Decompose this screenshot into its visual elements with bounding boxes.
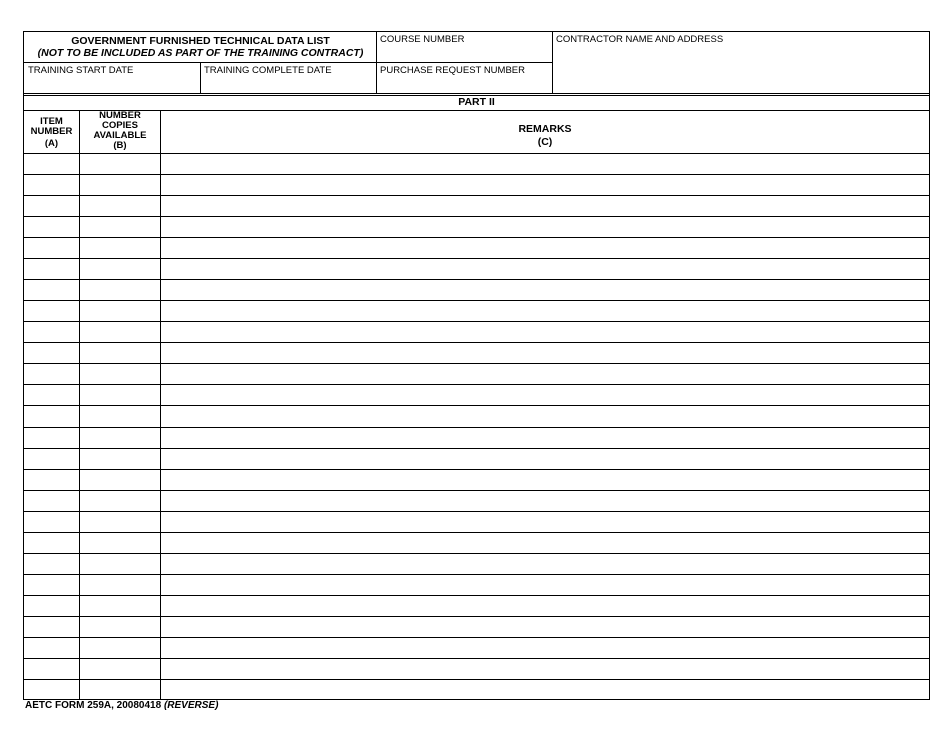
copies-available-cell[interactable]	[80, 638, 160, 658]
item-number-cell[interactable]	[24, 406, 79, 426]
copies-available-cell[interactable]	[80, 491, 160, 511]
copies-available-cell[interactable]	[80, 470, 160, 490]
copies-available-cell[interactable]	[80, 617, 160, 637]
item-number-cell[interactable]	[24, 238, 79, 258]
part-title: PART II	[458, 96, 495, 108]
form-title: GOVERNMENT FURNISHED TECHNICAL DATA LIST	[71, 35, 330, 47]
item-number-cell[interactable]	[24, 680, 79, 700]
divider	[24, 93, 929, 94]
table-row	[24, 427, 929, 448]
form-border	[23, 31, 930, 700]
table-row	[24, 342, 929, 363]
table-row	[24, 174, 929, 195]
item-number-header-line: ITEM	[40, 116, 63, 127]
item-number-cell[interactable]	[24, 280, 79, 300]
item-number-cell[interactable]	[24, 364, 79, 384]
remarks-cell[interactable]	[161, 491, 929, 511]
table-row	[24, 511, 929, 532]
item-number-cell[interactable]	[24, 154, 79, 174]
remarks-cell[interactable]	[161, 680, 929, 700]
remarks-cell[interactable]	[161, 512, 929, 532]
copies-available-cell[interactable]	[80, 280, 160, 300]
remarks-cell[interactable]	[161, 343, 929, 363]
table-row	[24, 616, 929, 637]
item-number-cell[interactable]	[24, 385, 79, 405]
copies-available-cell[interactable]	[80, 512, 160, 532]
remarks-cell[interactable]	[161, 533, 929, 553]
item-number-cell[interactable]	[24, 512, 79, 532]
table-row	[24, 321, 929, 342]
copies-available-cell[interactable]	[80, 238, 160, 258]
training-complete-date-field[interactable]	[201, 63, 376, 93]
table-row	[24, 216, 929, 237]
remarks-cell[interactable]	[161, 322, 929, 342]
table-row	[24, 448, 929, 469]
item-number-cell[interactable]	[24, 449, 79, 469]
copies-available-cell[interactable]	[80, 449, 160, 469]
copies-header-line: (B)	[113, 140, 127, 151]
table-row	[24, 595, 929, 616]
remarks-cell[interactable]	[161, 217, 929, 237]
remarks-cell[interactable]	[161, 575, 929, 595]
remarks-cell[interactable]	[161, 617, 929, 637]
table-row	[24, 574, 929, 595]
table-row	[24, 384, 929, 405]
remarks-cell[interactable]	[161, 301, 929, 321]
form-id: AETC FORM 259A, 20080418	[25, 700, 162, 711]
column-header-item-number	[24, 111, 79, 153]
table-row	[24, 237, 929, 258]
remarks-cell[interactable]	[161, 175, 929, 195]
form-subtitle: (NOT TO BE INCLUDED AS PART OF THE TRAINING CONTRACT)	[37, 47, 364, 59]
remarks-cell[interactable]	[161, 238, 929, 258]
item-number-header-line: (A)	[44, 138, 59, 149]
copies-available-cell[interactable]	[80, 596, 160, 616]
training-start-date-field[interactable]	[24, 63, 200, 93]
copies-available-cell[interactable]	[80, 659, 160, 679]
contractor-label: CONTRACTOR NAME AND ADDRESS	[556, 34, 724, 45]
item-number-cell[interactable]	[24, 617, 79, 637]
table-row	[24, 300, 929, 321]
item-number-cell[interactable]	[24, 259, 79, 279]
purchase-request-number-field[interactable]	[377, 63, 552, 93]
table-row	[24, 532, 929, 553]
remarks-cell[interactable]	[161, 364, 929, 384]
item-number-cell[interactable]	[24, 638, 79, 658]
item-number-cell[interactable]	[24, 175, 79, 195]
remarks-cell[interactable]	[161, 196, 929, 216]
table-row	[24, 363, 929, 384]
remarks-cell[interactable]	[161, 638, 929, 658]
item-number-cell[interactable]	[24, 554, 79, 574]
training-start-label: TRAINING START DATE	[28, 65, 134, 76]
copies-available-cell[interactable]	[80, 343, 160, 363]
table-row	[24, 195, 929, 216]
course-number-field[interactable]	[377, 32, 552, 62]
item-number-cell[interactable]	[24, 322, 79, 342]
item-number-cell[interactable]	[24, 217, 79, 237]
copies-available-cell[interactable]	[80, 154, 160, 174]
item-number-cell[interactable]	[24, 196, 79, 216]
column-header-copies-available	[80, 111, 160, 153]
remarks-cell[interactable]	[161, 259, 929, 279]
item-number-header-line: NUMBER	[30, 126, 73, 137]
copies-available-cell[interactable]	[80, 175, 160, 195]
copies-available-cell[interactable]	[80, 554, 160, 574]
table-row	[24, 658, 929, 679]
copies-available-cell[interactable]	[80, 259, 160, 279]
table-row	[24, 490, 929, 511]
remarks-cell[interactable]	[161, 449, 929, 469]
remarks-header-line: REMARKS	[518, 123, 572, 135]
remarks-cell[interactable]	[161, 596, 929, 616]
item-number-cell[interactable]	[24, 659, 79, 679]
copies-available-cell[interactable]	[80, 322, 160, 342]
form-title-block	[24, 32, 377, 62]
remarks-cell[interactable]	[161, 385, 929, 405]
table-row	[24, 153, 929, 174]
table-row	[24, 469, 929, 490]
remarks-cell[interactable]	[161, 659, 929, 679]
table-row	[24, 637, 929, 658]
copies-available-cell[interactable]	[80, 533, 160, 553]
form-side: (REVERSE)	[163, 700, 219, 711]
copies-available-cell[interactable]	[80, 217, 160, 237]
copies-available-cell[interactable]	[80, 196, 160, 216]
copies-available-cell[interactable]	[80, 301, 160, 321]
item-number-cell[interactable]	[24, 533, 79, 553]
copies-available-cell[interactable]	[80, 406, 160, 426]
remarks-cell[interactable]	[161, 406, 929, 426]
item-number-cell[interactable]	[24, 596, 79, 616]
copies-header-line: COPIES	[102, 120, 138, 131]
remarks-cell[interactable]	[161, 470, 929, 490]
table-row	[24, 679, 929, 700]
copies-available-cell[interactable]	[80, 385, 160, 405]
item-number-cell[interactable]	[24, 301, 79, 321]
item-number-cell[interactable]	[24, 428, 79, 448]
course-number-label: COURSE NUMBER	[380, 34, 465, 45]
form-footer	[25, 700, 218, 711]
copies-available-cell[interactable]	[80, 680, 160, 700]
item-number-cell[interactable]	[24, 575, 79, 595]
remarks-cell[interactable]	[161, 428, 929, 448]
remarks-cell[interactable]	[161, 280, 929, 300]
copies-available-cell[interactable]	[80, 428, 160, 448]
item-number-cell[interactable]	[24, 470, 79, 490]
item-number-cell[interactable]	[24, 343, 79, 363]
remarks-header-line: (C)	[537, 136, 553, 148]
copies-header-line: NUMBER	[99, 110, 141, 121]
copies-available-cell[interactable]	[80, 575, 160, 595]
remarks-cell[interactable]	[161, 554, 929, 574]
training-complete-label: TRAINING COMPLETE DATE	[204, 65, 332, 76]
purchase-request-label: PURCHASE REQUEST NUMBER	[380, 65, 525, 76]
copies-header-line: AVAILABLE	[93, 130, 147, 141]
item-number-cell[interactable]	[24, 491, 79, 511]
table-row	[24, 553, 929, 574]
column-header-remarks	[161, 111, 929, 153]
table-row	[24, 258, 929, 279]
table-row	[24, 405, 929, 426]
copies-available-cell[interactable]	[80, 364, 160, 384]
contractor-name-address-field[interactable]	[553, 32, 929, 93]
table-row	[24, 279, 929, 300]
remarks-cell[interactable]	[161, 154, 929, 174]
